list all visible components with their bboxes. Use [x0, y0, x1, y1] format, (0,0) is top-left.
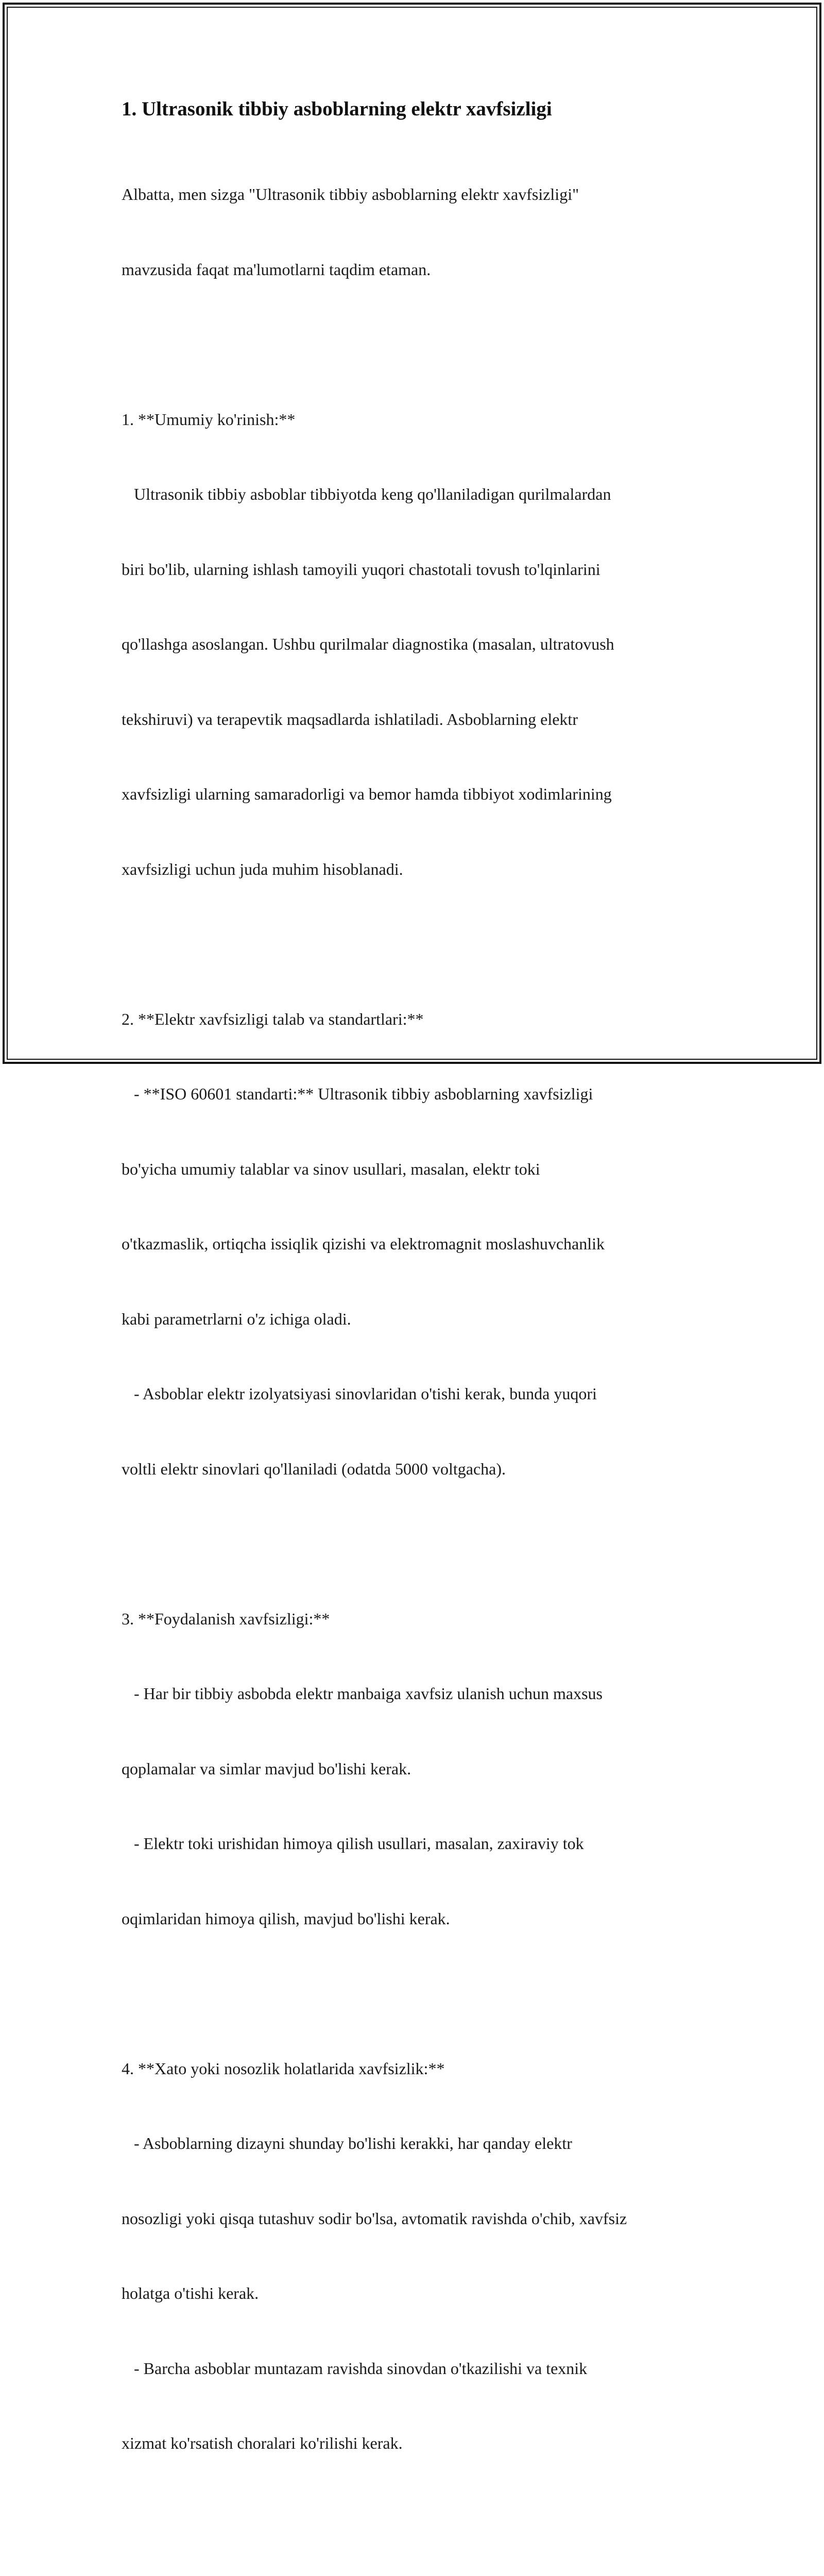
- section-2-line-2: bo'yicha umumiy talablar va sinov usullari, masalan, elektr toki: [122, 1159, 540, 1178]
- section-4-line-1: - Asboblarning dizayni shunday bo'lishi kerakki, har qanday elektr: [122, 2134, 572, 2153]
- section-3-line-2: qoplamalar va simlar mavjud bo'lishi kerak.: [122, 1759, 411, 1778]
- section-2-line-3: o'tkazmaslik, ortiqcha issiqlik qizishi va elektromagnit moslashuvchanlik: [122, 1234, 605, 1253]
- section-3-line-1: - Har bir tibbiy asbobda elektr manbaiga xavfsiz ulanish uchun maxsus: [122, 1684, 603, 1703]
- section-1-heading: 1. **Umumiy ko'rinish:**: [122, 410, 296, 429]
- document-page: [122, 96, 714, 2576]
- section-3-heading: 3. **Foydalanish xavfsizligi:**: [122, 1609, 330, 1628]
- blank-line: [122, 1981, 714, 2006]
- section-2-line-4: kabi parametrlarni o'z ichiga oladi.: [122, 1309, 351, 1328]
- section-2-line-6: voltli elektr sinovlari qo'llaniladi (odatda 5000 voltgacha).: [122, 1459, 506, 1478]
- intro-line-1: Albatta, men sizga "Ultrasonik tibbiy asboblarning elektr xavfsizligi": [122, 185, 579, 204]
- section-1-line-2: biri bo'lib, ularning ishlash tamoyili yuqori chastotali tovush to'lqinlarini: [122, 560, 600, 579]
- section-1-line-5: xavfsizligi ularning samaradorligi va bemor hamda tibbiyot xodimlarining: [122, 785, 612, 803]
- section-4-line-2: nosozligi yoki qisqa tutashuv sodir bo'lsa, avtomatik ravishda o'chib, xavfsiz: [122, 2209, 627, 2228]
- document-title: 1. Ultrasonik tibbiy asboblarning elektr xavfsizligi: [122, 98, 552, 120]
- section-3-line-3: - Elektr toki urishidan himoya qilish usullari, masalan, zaxiraviy tok: [122, 1834, 584, 1853]
- blank-line: [122, 332, 714, 357]
- blank-line: [122, 931, 714, 957]
- blank-line: [122, 1531, 714, 1556]
- section-1-line-4: tekshiruvi) va terapevtik maqsadlarda ishlatiladi. Asboblarning elektr: [122, 709, 578, 728]
- section-2-line-5: - Asboblar elektr izolyatsiyasi sinovlaridan o'tishi kerak, bunda yuqori: [122, 1384, 597, 1403]
- section-2-heading: 2. **Elektr xavfsizligi talab va standartlari:**: [122, 1009, 424, 1028]
- section-1-line-3: qo'llashga asoslangan. Ushbu qurilmalar diagnostika (masalan, ultratovush: [122, 635, 614, 653]
- section-3-line-4: oqimlaridan himoya qilish, mavjud bo'lishi kerak.: [122, 1909, 450, 1928]
- section-1-line-1: Ultrasonik tibbiy asboblar tibbiyotda keng qo'llaniladigan qurilmalardan: [122, 485, 611, 503]
- section-4-line-3: holatga o'tishi kerak.: [122, 2284, 259, 2302]
- section-4-line-4: - Barcha asboblar muntazam ravishda sinovdan o'tkazilishi va texnik: [122, 2359, 588, 2378]
- document-body: [122, 132, 714, 2576]
- intro-line-2: mavzusida faqat ma'lumotlarni taqdim etaman.: [122, 260, 431, 279]
- section-4-line-5: xizmat ko'rsatish choralari ko'rilishi kerak.: [122, 2434, 403, 2452]
- section-2-line-1: - **ISO 60601 standarti:** Ultrasonik tibbiy asboblarning xavfsizligi: [122, 1084, 593, 1103]
- section-4-heading: 4. **Xato yoki nosozlik holatlarida xavfsizlik:**: [122, 2059, 445, 2078]
- section-1-line-6: xavfsizligi uchun juda muhim hisoblanadi.: [122, 859, 403, 878]
- blank-line: [122, 2506, 714, 2531]
